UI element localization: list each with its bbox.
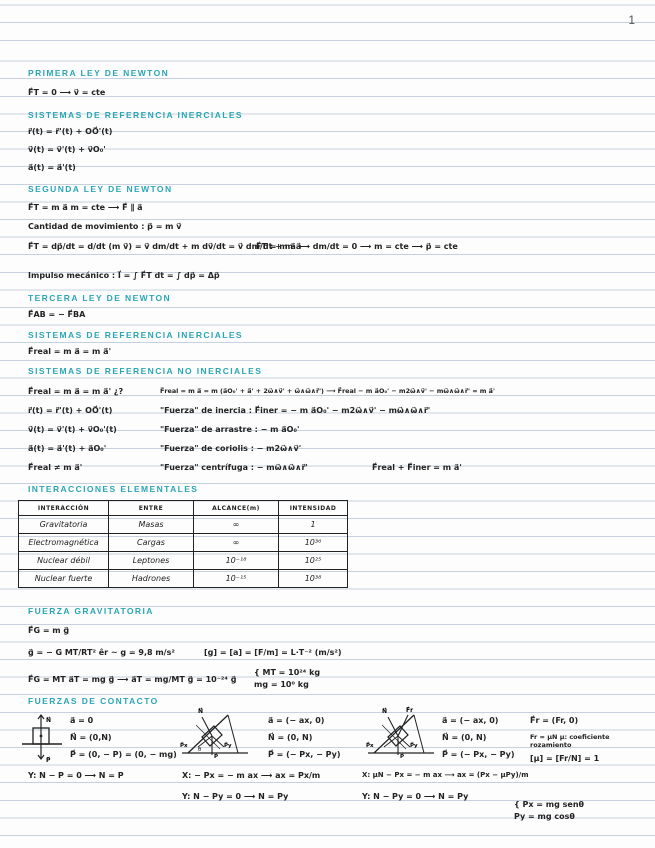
heading-sistemas-no-inerciales: SISTEMAS DE REFERENCIA NO INERCIALES (28, 366, 263, 376)
page-number: 1 (628, 13, 635, 27)
formula-cantidad-movimiento: Cantidad de movimiento : p⃗ = m v⃗ (28, 222, 182, 231)
label-px: P⃗x (180, 743, 188, 749)
table-cell: 10⁻¹⁸ (194, 552, 279, 570)
formula-c3-eje-x: X: μN − Px = − m ax ⟶ ax = (Px − μPy)/m (362, 771, 529, 779)
table-cell: Hadrones (109, 570, 194, 588)
table-cell: 10³⁶ (279, 534, 348, 552)
table-cell: Cargas (109, 534, 194, 552)
formula-c2-aceleracion: a⃗ = (− ax, 0) (268, 716, 325, 725)
label-py: P⃗y (224, 743, 232, 749)
table-cell: Leptones (109, 552, 194, 570)
table-cell: 10²⁵ (279, 552, 348, 570)
formula-c1-equilibrio: Y: N − P = 0 ⟶ N = P (28, 771, 124, 780)
table-cell: ∞ (194, 516, 279, 534)
formula-real-mas-inercia: F⃗real + F⃗iner = m a⃗' (372, 463, 462, 472)
formula-c3-aceleracion: a⃗ = (− ax, 0) (442, 716, 499, 725)
table-row (19, 552, 348, 570)
table-cell: Masas (109, 516, 194, 534)
label-px-rozamiento: P⃗x (366, 743, 374, 749)
table-row (19, 516, 348, 534)
table-cell: Nuclear fuerte (19, 570, 109, 588)
formula-derivada-momento: F⃗T = dp⃗/dt = d/dt (m v⃗) = v⃗ dm/dt + m dv⃗/dt = v⃗ dm/dt + m a⃗ (28, 242, 302, 251)
inclined-plane-friction-diagram (362, 703, 440, 759)
heading-interacciones: INTERACCIONES ELEMENTALES (28, 484, 199, 494)
table-cell: 10⁻¹⁵ (194, 570, 279, 588)
table-header-cell: INTERACCIÓN (19, 501, 109, 516)
formula-primera-ley: F⃗T = 0 ⟶ v⃗ = cte (28, 88, 106, 97)
table-row (19, 570, 348, 588)
heading-primera-ley: PRIMERA LEY DE NEWTON (28, 68, 170, 78)
table-header-cell: ENTRE (109, 501, 194, 516)
heading-sistemas-inerciales-1: SISTEMAS DE REFERENCIA INERCIALES (28, 110, 243, 120)
formula-py-componente: Py = mg cosθ (514, 812, 575, 821)
heading-segunda-ley: SEGUNDA LEY DE NEWTON (28, 184, 173, 194)
formula-aceleracion-tierra: F⃗G = MT a⃗T = mg g⃗ ⟶ a⃗T = mg/MT g⃗ = 10⁻²⁴ g⃗ (28, 675, 237, 684)
formula-aceleracion-no-inercial: a⃗(t) = a⃗'(t) + a⃗O₀' (28, 444, 107, 453)
formula-velocidad: v⃗(t) = v⃗'(t) + v⃗O₀' (28, 145, 106, 154)
formula-fuerza-coriolis: "Fuerza" de coriolis : − m2ω⃗∧v⃗' (160, 444, 302, 453)
formula-c2-eje-y: Y: N − Py = 0 ⟶ N = Py (182, 792, 289, 801)
formula-c1-normal: N⃗ = (0,N) (70, 733, 112, 742)
formula-masa-tierra: { MT = 10²⁴ kg (254, 668, 321, 677)
table-cell: Gravitatoria (19, 516, 109, 534)
formula-c2-peso: P⃗ = (− Px, − Py) (268, 750, 341, 759)
label-peso-rozamiento: P⃗ (400, 754, 405, 759)
heading-sistemas-inerciales-2: SISTEMAS DE REFERENCIA INERCIALES (28, 330, 243, 340)
table-row (19, 534, 348, 552)
table-header-cell: INTENSIDAD (279, 501, 348, 516)
formula-rozamiento-vector: F⃗r = (Fr, 0) (530, 716, 579, 725)
formula-masa-constante: F⃗T = m a⃗ ⟷ dm/dt = 0 ⟶ m = cte ⟶ p⃗ = cte (256, 242, 458, 251)
heading-tercera-ley: TERCERA LEY DE NEWTON (28, 293, 172, 303)
interacciones-table (18, 500, 348, 588)
formula-no-inercial-desarrollo: F⃗real = m a⃗ = m (a⃗O₀' + a⃗' + 2ω⃗∧v⃗' + ω⃗∧ω⃗∧r⃗') ⟶ F⃗real − m a⃗O₀' − m2ω⃗∧v⃗' − mω⃗∧ω⃗∧r⃗' = m a⃗' (160, 387, 495, 395)
label-theta: θ (198, 747, 202, 753)
formula-masa-objeto: mg = 10⁰ kg (254, 680, 309, 689)
formula-fuerza-gravedad: F⃗G = m g⃗ (28, 626, 70, 635)
formula-c1-aceleracion: a⃗ = 0 (70, 716, 94, 725)
table-cell: 1 (279, 516, 348, 534)
formula-fuerza-arrastre: "Fuerza" de arrastre : − m a⃗O₀' (160, 425, 300, 434)
table-cell: 10³⁸ (279, 570, 348, 588)
block-diagram (22, 714, 62, 764)
formula-c1-peso: P⃗ = (0, − P) = (0, − mg) (70, 750, 177, 759)
label-peso: P⃗ (46, 757, 51, 764)
table-header-row (19, 501, 348, 516)
formula-real-distinto: F⃗real ≠ m a⃗' (28, 463, 83, 472)
table-cell: Nuclear débil (19, 552, 109, 570)
heading-fuerzas-contacto: FUERZAS DE CONTACTO (28, 696, 159, 706)
formula-c2-normal: N⃗ = (0, N) (268, 733, 313, 742)
label-peso-plano: P⃗ (214, 754, 219, 759)
formula-fuerza-inercia: "Fuerza" de inercia : F⃗iner = − m a⃗O₀' − m2ω⃗∧v⃗' − mω⃗∧ω⃗∧r⃗' (160, 406, 431, 415)
formula-posicion-no-inercial: r⃗(t) = r⃗'(t) + OO⃗'(t) (28, 406, 113, 415)
formula-c3-eje-y: Y: N − Py = 0 ⟶ N = Py (362, 792, 469, 801)
table-cell: ∞ (194, 534, 279, 552)
formula-inercial-real: F⃗real = m a⃗ = m a⃗' (28, 347, 112, 356)
formula-no-inercial-pregunta: F⃗real = m a⃗ = m a⃗' ¿? (28, 387, 124, 396)
inclined-plane-diagram (176, 703, 254, 759)
formula-posicion: r⃗(t) = r⃗'(t) + OO⃗'(t) (28, 127, 113, 136)
formula-rozamiento-coeficiente: Fr = μN μ: coeficiente rozamiento (530, 733, 610, 749)
label-fr: F⃗r (406, 707, 414, 714)
table-header-cell: ALCANCE(m) (194, 501, 279, 516)
formula-c3-normal: N⃗ = (0, N) (442, 733, 487, 742)
label-py-rozamiento: P⃗y (410, 743, 418, 749)
formula-rozamiento-dimension: [μ] = [Fr/N] = 1 (530, 754, 600, 763)
table-cell: Electromagnética (19, 534, 109, 552)
formula-fuerza-centrifuga: "Fuerza" centrífuga : − mω⃗∧ω⃗∧r⃗' (160, 463, 308, 472)
formula-velocidad-no-inercial: v⃗(t) = v⃗'(t) + v⃗O₀'(t) (28, 425, 117, 434)
label-normal-plano: N⃗ (198, 708, 204, 715)
formula-dimension-g: [g] = [a] = [F/m] = L·T⁻² (m/s²) (204, 648, 342, 657)
formula-gravedad-campo: g⃗ = − G MT/RT² êr ~ g = 9,8 m/s² (28, 648, 175, 657)
formula-px-componente: { Px = mg senθ (514, 800, 585, 809)
formula-c3-peso: P⃗ = (− Px, − Py) (442, 750, 515, 759)
formula-aceleracion: a⃗(t) = a⃗'(t) (28, 163, 76, 172)
heading-fuerza-gravitatoria: FUERZA GRAVITATORIA (28, 606, 154, 616)
formula-c2-eje-x: X: − Px = − m ax ⟶ ax = Px/m (182, 771, 321, 780)
label-normal-rozamiento: N⃗ (382, 708, 388, 715)
formula-impulso: Impulso mecánico : I⃗ = ∫ F⃗T dt = ∫ dp⃗ = Δp⃗ (28, 271, 220, 280)
formula-segunda-ley: F⃗T = m a⃗ m = cte ⟶ F⃗ ∥ a⃗ (28, 203, 143, 212)
formula-tercera-ley: F⃗AB = − F⃗BA (28, 310, 86, 319)
label-normal: N⃗ (46, 717, 52, 724)
